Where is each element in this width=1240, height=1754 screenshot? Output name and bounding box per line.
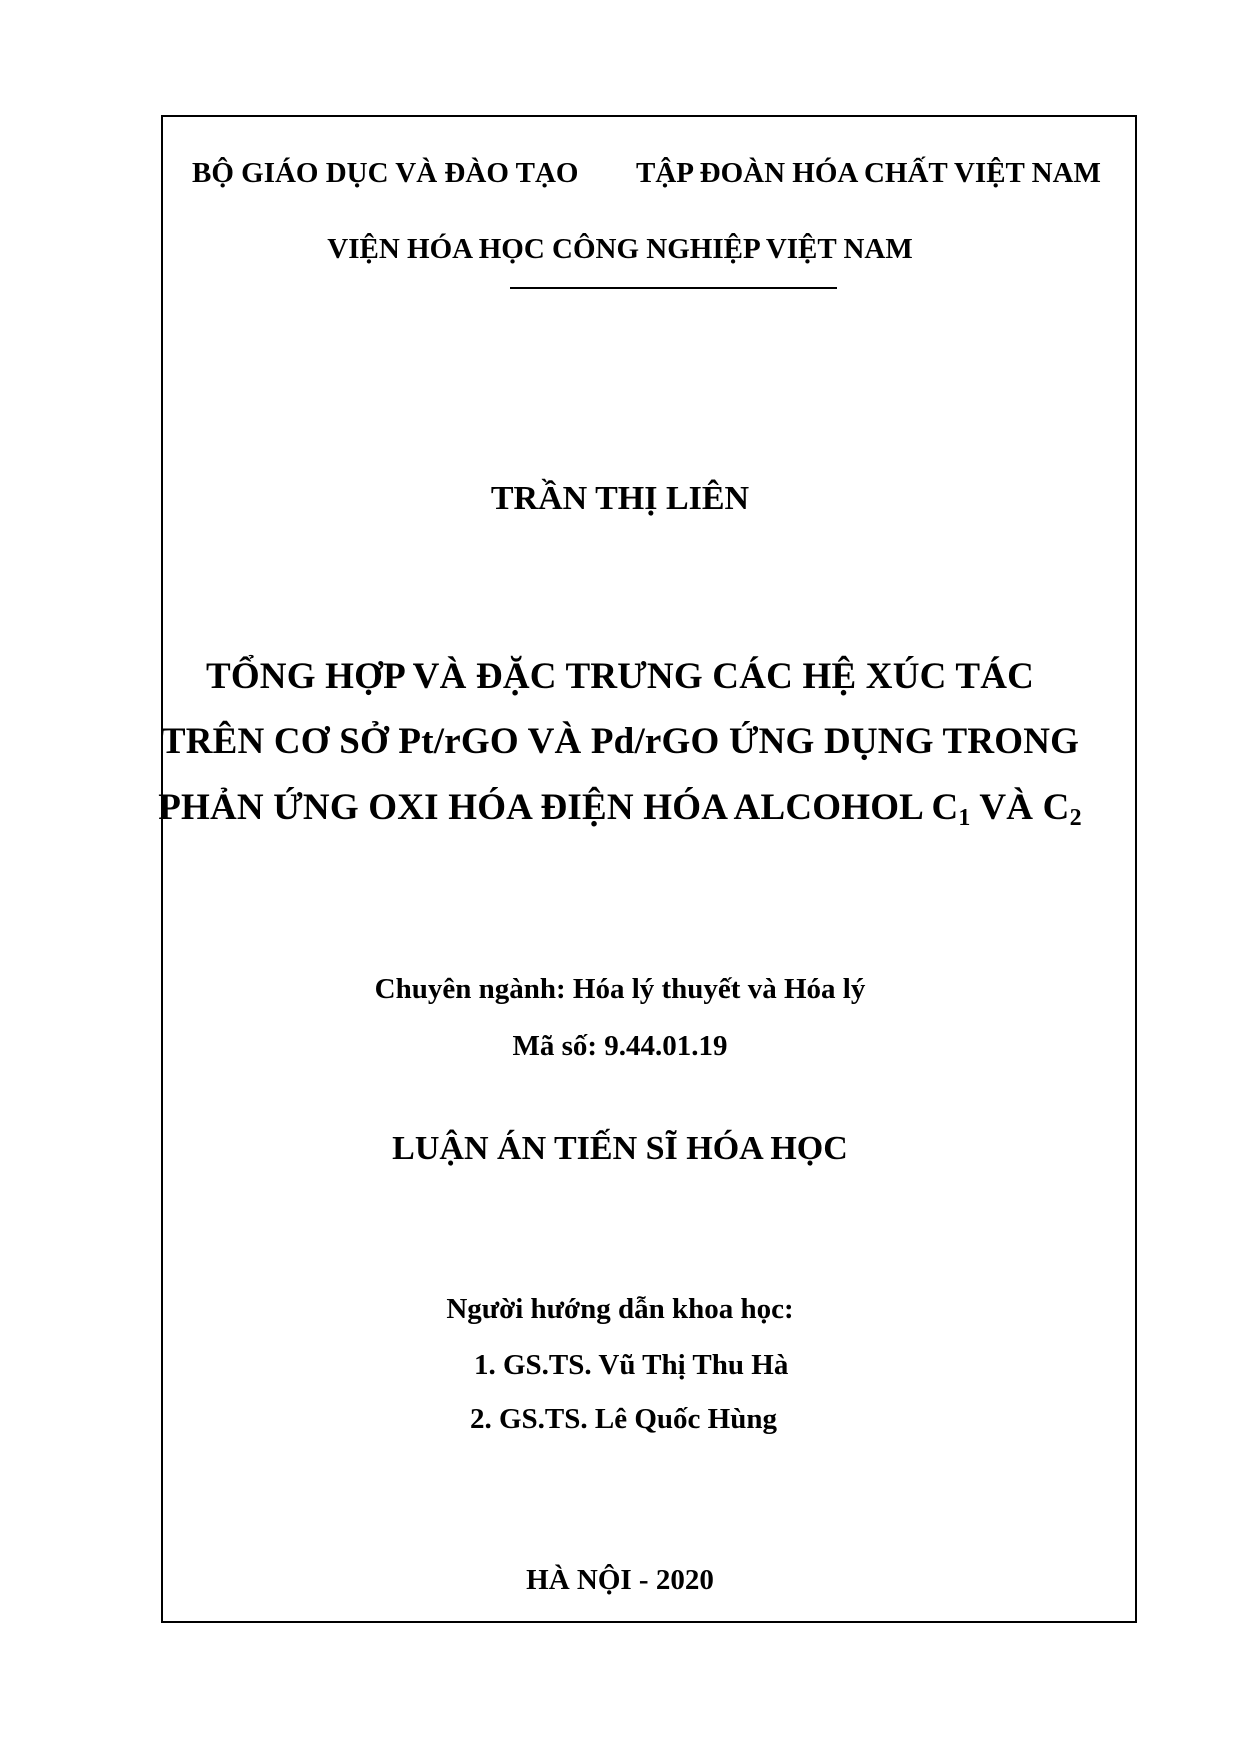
thesis-title-line-1: TỔNG HỢP VÀ ĐẶC TRƯNG CÁC HỆ XÚC TÁC: [205, 656, 1035, 697]
specialty: Chuyên ngành: Hóa lý thuyết và Hóa lý: [374, 973, 866, 1005]
title-subscript-2: 2: [1069, 805, 1082, 831]
institute-name: VIỆN HÓA HỌC CÔNG NGHIỆP VIỆT NAM: [327, 233, 913, 265]
thesis-title-line-3: [0, 786, 1240, 829]
page-border: [161, 115, 1137, 1623]
corporation-name: TẬP ĐOÀN HÓA CHẤT VIỆT NAM: [636, 157, 1101, 189]
advisor-item: 1. GS.TS. Vũ Thị Thu Hà: [474, 1349, 789, 1381]
title-subscript-1: 1: [958, 805, 971, 831]
advisor-item: 2. GS.TS. Lê Quốc Hùng: [470, 1403, 777, 1435]
ministry-name: BỘ GIÁO DỤC VÀ ĐÀO TẠO: [192, 157, 579, 189]
place-and-year: HÀ NỘI - 2020: [526, 1564, 714, 1596]
author-name: TRẦN THỊ LIÊN: [490, 480, 750, 517]
title-line-3-mid: VÀ C: [970, 787, 1070, 828]
specialty-code: Mã số: 9.44.01.19: [512, 1030, 728, 1062]
title-line-3-main: PHẢN ỨNG OXI HÓA ĐIỆN HÓA ALCOHOL C: [158, 787, 959, 828]
degree-title: LUẬN ÁN TIẾN SĨ HÓA HỌC: [392, 1130, 848, 1167]
thesis-title-line-2: TRÊN CƠ SỞ Pt/rGO VÀ Pd/rGO ỨNG DỤNG TRONG: [160, 721, 1080, 762]
advisors-label: Người hướng dẫn khoa học:: [446, 1293, 794, 1325]
header-divider: [510, 287, 837, 289]
